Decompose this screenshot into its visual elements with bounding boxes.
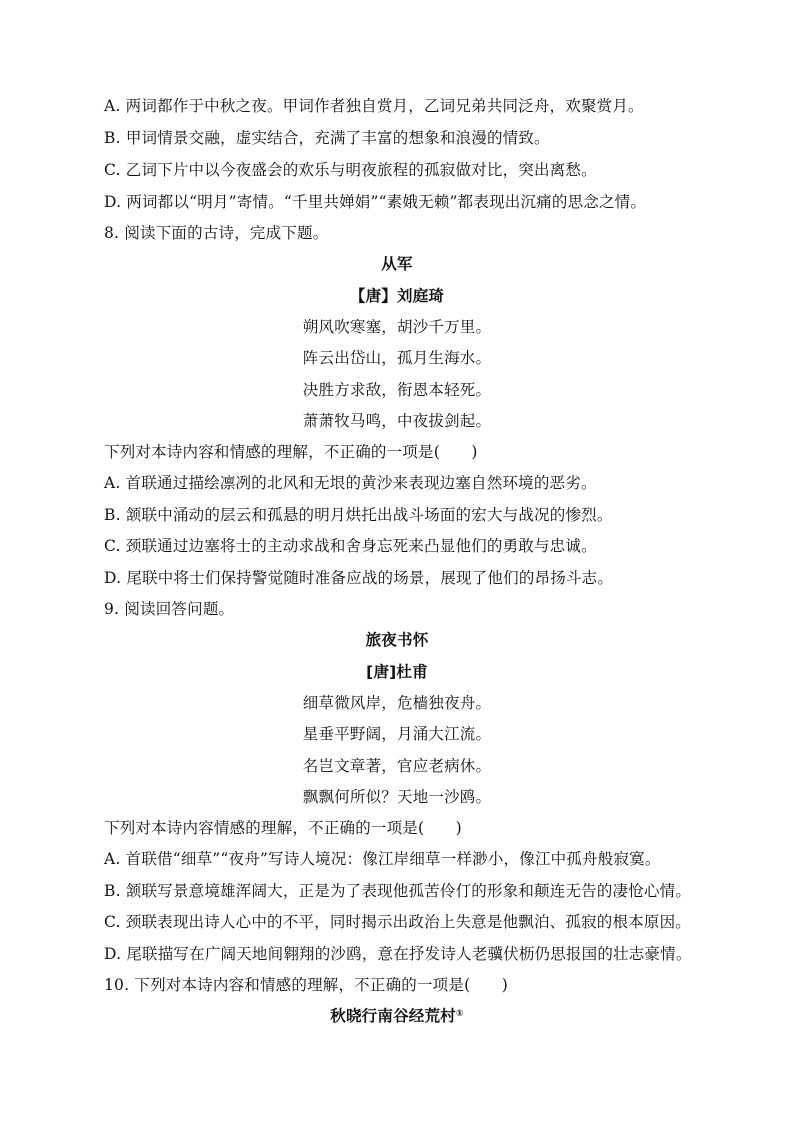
q9-poem-line-3: 名岂文章著，官应老病休。 xyxy=(302,757,492,775)
q8-option-b: B. 颔联中涌动的层云和孤悬的明月烘托出战斗场面的宏大与战况的惨烈。 xyxy=(104,506,613,524)
footnote-marker: ① xyxy=(455,1009,464,1019)
q9-poem-line-4: 飘飘何所似？天地一沙鸥。 xyxy=(302,788,492,806)
q9-option-b: B. 颔联写景意境雄浑阔大，正是为了表现他孤苦伶仃的形象和颠连无告的凄怆心情。 xyxy=(104,882,692,900)
q8-poem-line-4: 萧萧牧马鸣，中夜拔剑起。 xyxy=(302,412,492,430)
q10-stem: 10. 下列对本诗内容和情感的理解，不正确的一项是( ) xyxy=(104,976,508,994)
q8-stem: 8. 阅读下面的古诗，完成下题。 xyxy=(104,224,329,242)
q7-option-c: C. 乙词下片中以今夜盛会的欢乐与明夜旅程的孤寂做对比，突出离愁。 xyxy=(104,161,597,179)
q9-poem-title: 旅夜书怀 xyxy=(365,631,429,649)
q9-poem-line-2: 星垂平野阔，月涌大江流。 xyxy=(302,725,492,743)
q8-option-c: C. 颈联通过边塞将士的主动求战和舍身忘死来凸显他们的勇敢与忠诚。 xyxy=(104,537,597,555)
q8-poem-author: 【唐】刘庭琦 xyxy=(349,287,445,305)
q8-poem-line-3: 决胜方求敌，衔恩本轻死。 xyxy=(302,381,492,399)
q9-poem-line-1: 细草微风岸，危樯独夜舟。 xyxy=(302,694,492,712)
q7-option-d: D. 两词都以“明月”寄情。“千里共婵娟”“素娥无赖”都表现出沉痛的思念之情。 xyxy=(104,193,647,211)
q9-poem-author: [唐]杜甫 xyxy=(366,663,428,681)
q8-question: 下列对本诗内容和情感的理解，不正确的一项是( ) xyxy=(104,443,478,461)
q9-option-a: A. 首联借“细草”“夜舟”写诗人境况：像江岸细草一样渺小，像江中孤舟般寂寞。 xyxy=(104,850,661,868)
q8-option-d: D. 尾联中将士们保持警觉随时准备应战的场景，展现了他们的昂扬斗志。 xyxy=(104,569,614,587)
q10-poem-title: 秋晓行南谷经荒村 xyxy=(330,1007,456,1025)
q10-poem-title-wrap xyxy=(0,1006,794,1026)
q7-option-a: A. 两词都作于中秋之夜。甲词作者独自赏月，乙词兄弟共同泛舟，欢聚赏月。 xyxy=(104,97,644,115)
q9-question: 下列对本诗内容情感的理解，不正确的一项是( ) xyxy=(104,819,462,837)
q8-poem-title: 从军 xyxy=(381,255,413,273)
q8-poem-line-2: 阵云出岱山，孤月生海水。 xyxy=(302,349,492,367)
q9-stem: 9. 阅读回答问题。 xyxy=(104,600,235,618)
q7-option-b: B. 甲词情景交融，虚实结合，充满了丰富的想象和浪漫的情致。 xyxy=(104,129,550,147)
q9-option-d: D. 尾联描写在广阔天地间翱翔的沙鸥，意在抒发诗人老骥伏枥仍思报国的壮志豪情。 xyxy=(104,945,692,963)
q8-option-a: A. 首联通过描绘凛冽的北风和无垠的黄沙来表现边塞自然环境的恶劣。 xyxy=(104,474,597,492)
q8-poem-line-1: 朔风吹寒塞，胡沙千万里。 xyxy=(302,318,492,336)
q9-option-c: C. 颈联表现出诗人心中的不平，同时揭示出政治上失意是他飘泊、孤寂的根本原因。 xyxy=(104,913,691,931)
